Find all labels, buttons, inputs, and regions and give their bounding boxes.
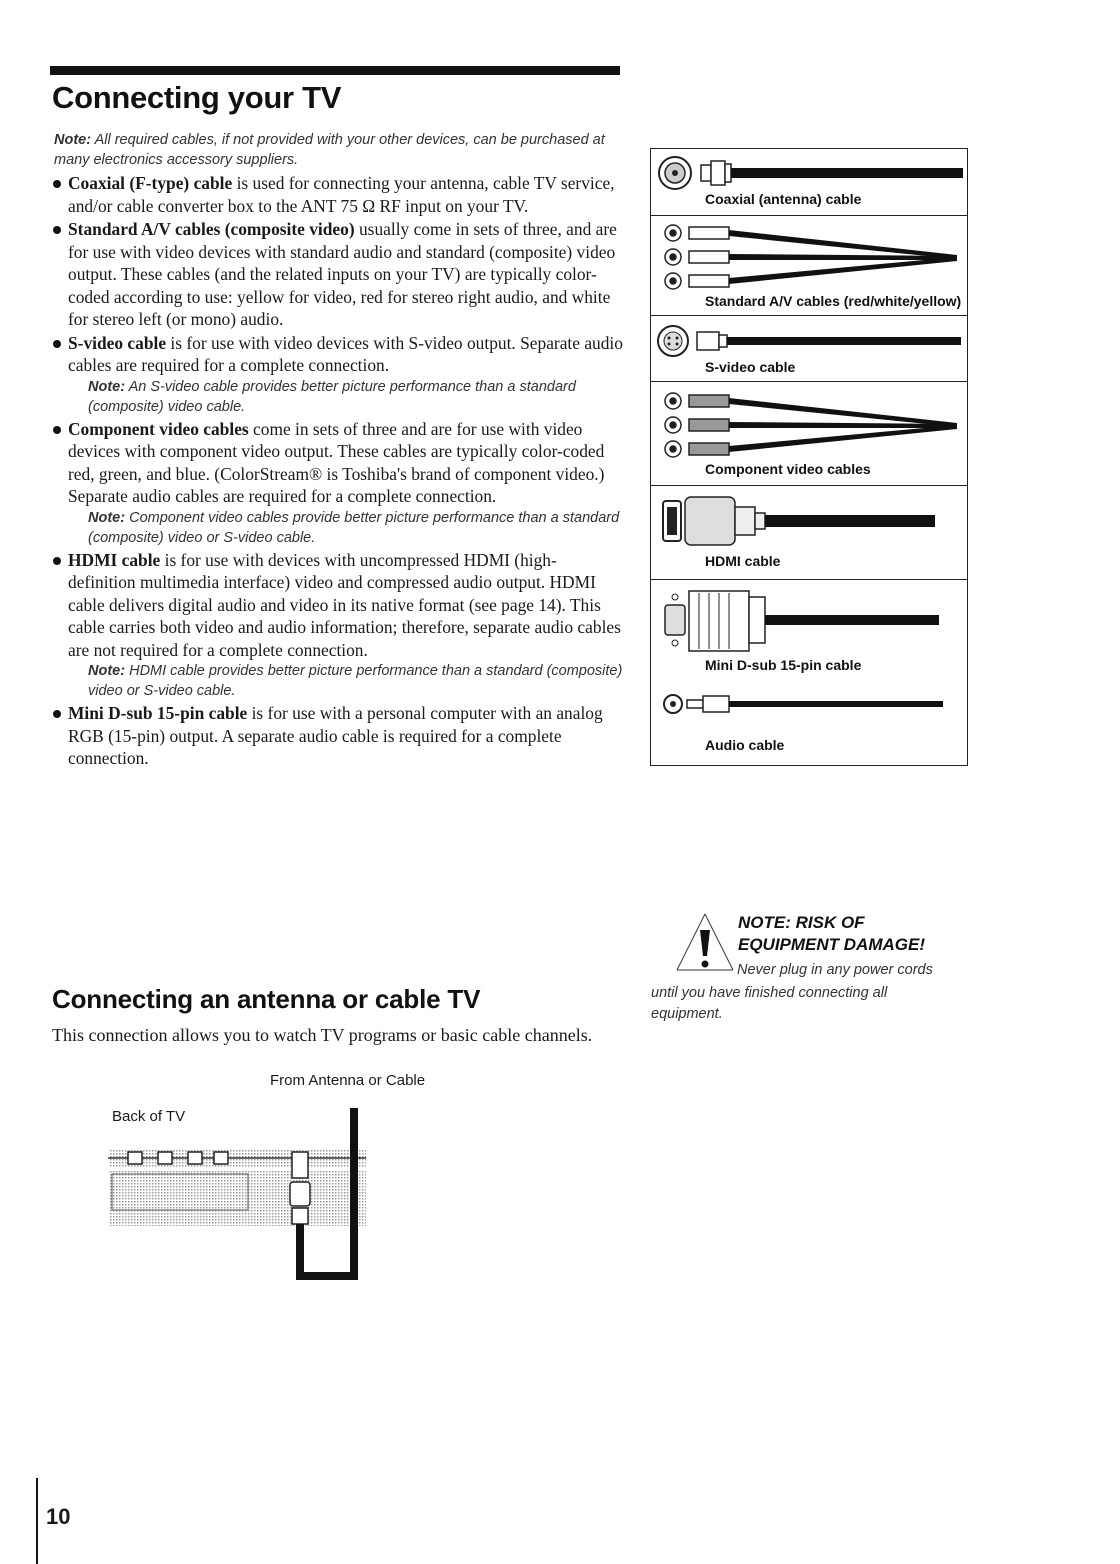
section-title: Connecting an antenna or cable TV: [52, 984, 481, 1014]
cable-term: HDMI cable: [68, 549, 161, 570]
cable-text: is for use with video devices with S-video output. Separate audio cables are required for a complete connection.: [68, 332, 623, 375]
minidsub-label: Mini D-sub 15-pin cable: [705, 657, 862, 673]
cable-term: Mini D-sub 15-pin cable: [68, 703, 248, 723]
warning-title-line: EQUIPMENT DAMAGE!: [738, 935, 925, 954]
tv-antenna-diagram: [104, 1108, 374, 1288]
cable-term: S-video cable: [68, 332, 167, 353]
component-note: [68, 508, 624, 548]
coaxial-cable-icon: [651, 151, 967, 195]
list-item: [52, 332, 624, 417]
section-intro: This connection allows you to watch TV programs or basic cable channels.: [52, 1025, 593, 1045]
svideo-cable-icon: [651, 319, 967, 363]
page-title: Connecting your TV: [52, 80, 342, 115]
page-number-rule: [36, 1478, 38, 1564]
note-label: Note:: [88, 378, 126, 395]
component-cables-icon: [651, 387, 967, 463]
cable-text: is for use with a personal computer with an analog RGB (15-pin) output. A separate audio cable is required for a complete connection.: [68, 703, 603, 768]
svideo-note: [68, 377, 624, 417]
note-text: An S-video cable provides better picture performance than a standard (composite) video cable.: [88, 378, 576, 415]
standard-av-section: [651, 215, 967, 315]
svideo-section: [651, 315, 967, 381]
warning-text: Never plug in any power cords: [737, 962, 933, 978]
component-section: [651, 381, 967, 485]
svideo-label: S-video cable: [705, 359, 796, 375]
from-antenna-label: From Antenna or Cable: [270, 1072, 426, 1089]
warning-title-line: NOTE: RISK OF: [738, 913, 865, 932]
standard-av-label: Standard A/V cables (red/white/yellow): [705, 293, 962, 309]
note-text: Component video cables provide better picture performance than a standard (composite) video or S-video cable.: [88, 509, 620, 546]
note-text: HDMI cable provides better picture performance than a standard (composite) video or S-video cable.: [88, 663, 623, 699]
audio-section: [651, 683, 967, 767]
warning-icon: [675, 912, 735, 974]
warning-title: [738, 912, 925, 956]
hdmi-section: [651, 485, 967, 579]
title-rule: [50, 66, 620, 75]
note-label: Note:: [54, 132, 92, 148]
cable-text: is used for connecting your antenna, cable TV service, and/or cable converter box to the ANT 75 Ω RF input on your TV.: [68, 173, 615, 216]
cable-reference-panel: [650, 148, 968, 766]
cable-descriptions: [52, 130, 624, 771]
coaxial-section: [651, 149, 967, 215]
audio-cable-icon: [651, 687, 967, 721]
cable-text: is for use with devices with uncompressed HDMI (high-definition multimedia interface) video and compressed audio output. HDMI cable delivers digital audio and video in its native format (see page 14). This cable carries both video and audio information; therefore, separate audio cables are not required for a complete connection.: [68, 549, 621, 660]
hdmi-label: HDMI cable: [705, 553, 781, 569]
warning-text: until you have finished connecting all equipment.: [651, 985, 888, 1022]
minidsub-section: [651, 579, 967, 683]
cable-text: usually come in sets of three, and are for use with video devices with standard audio and standard (composite) video output. These cables (and the related inputs on your TV) are typically color-coded according to use: yellow for video, red for stereo right audio, and white for stereo left (or mono) audio.: [68, 219, 617, 329]
cable-list: [52, 172, 624, 770]
hdmi-note: [68, 661, 624, 701]
back-of-tv-label: Back of TV: [112, 1108, 186, 1125]
page-number: 10: [46, 1504, 71, 1529]
av-cables-icon: [651, 219, 967, 295]
cable-term: Component video cables: [68, 418, 249, 439]
cable-term: Standard A/V cables (composite video): [68, 219, 355, 239]
audio-label: Audio cable: [705, 737, 785, 753]
list-item: [52, 172, 624, 217]
minidsub-cable-icon: [651, 587, 967, 657]
intro-note: [54, 130, 624, 170]
note-label: Note:: [88, 663, 126, 679]
coaxial-label: Coaxial (antenna) cable: [705, 191, 862, 207]
hdmi-cable-icon: [651, 493, 967, 553]
note-text: All required cables, if not provided with your other devices, can be purchased at many electronics accessory suppliers.: [54, 132, 605, 168]
list-item: [52, 702, 624, 770]
note-label: Note:: [88, 509, 126, 526]
cable-text: come in sets of three and are for use with video devices with component video output. These cables are typically color-coded red, green, and blue. (ColorStream® is Toshiba's brand of component video.) Separate audio cables are required for a complete connection.: [68, 418, 605, 506]
component-label: Component video cables: [705, 461, 871, 477]
list-item: [52, 549, 624, 702]
cable-term: Coaxial (F-type) cable: [68, 173, 233, 193]
list-item: [52, 218, 624, 331]
list-item: [52, 418, 624, 548]
